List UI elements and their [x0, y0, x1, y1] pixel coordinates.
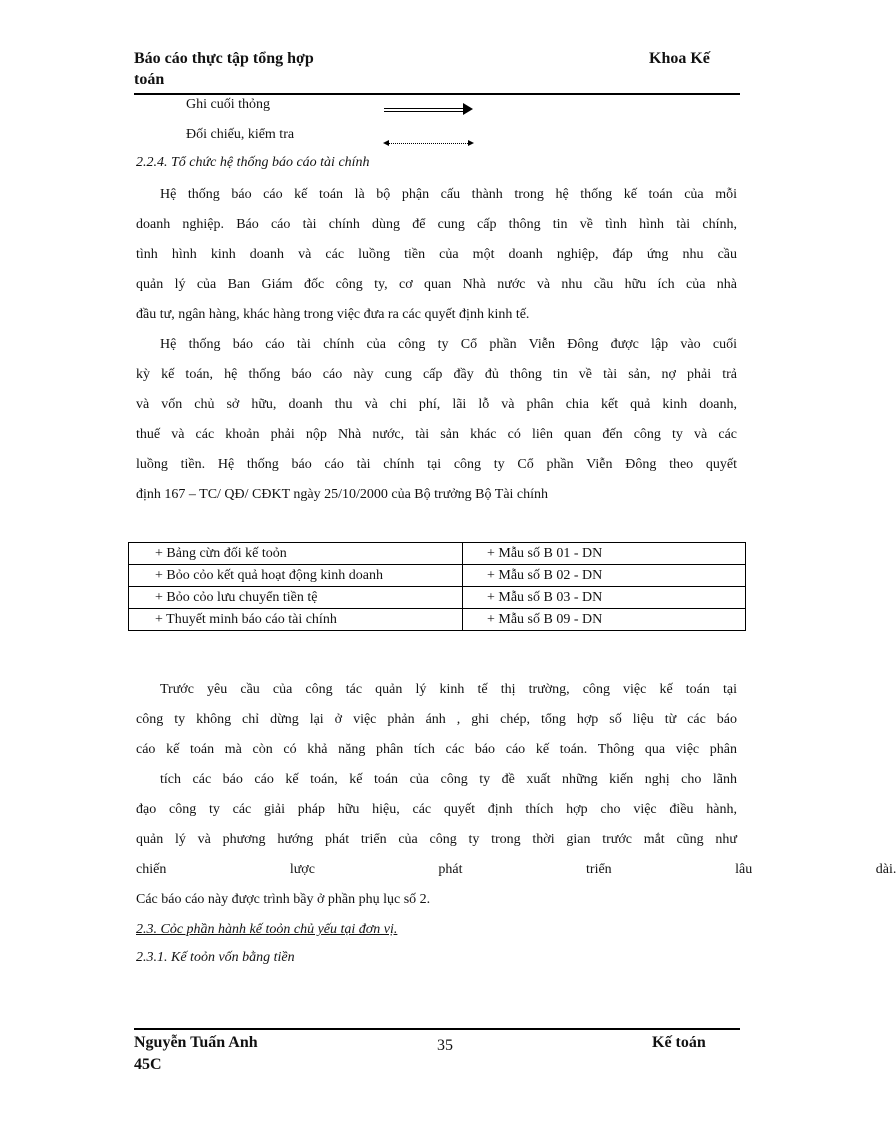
section-heading-2-3: 2.3. Cỏc phần hành kế toỏn chủ yếu tại đơn vị. [136, 922, 398, 937]
table-cell-report-name: + Bỏo cỏo kết quả hoạt động kinh doanh [129, 565, 463, 587]
footer-major: Kế toán [652, 1034, 706, 1051]
paragraph-line: doanh nghiệp. Báo cáo tài chính dùng để cung cấp thông tin về tình hình tài chính, [136, 217, 737, 232]
section-heading-2-2-4: 2.2.4. Tổ chức hệ thống báo cáo tài chính [136, 155, 370, 170]
table-row [129, 609, 746, 631]
table-row [129, 565, 746, 587]
table-cell-form-code: + Mẫu số B 03 - DN [463, 587, 746, 609]
table-row [129, 587, 746, 609]
legend-label-monthly: Ghi cuối thỏng [186, 97, 270, 112]
solid-arrowhead-icon [463, 103, 473, 115]
paragraph-line: quản lý của Ban Giám đốc công ty, cơ quan Nhà nước và nhu cầu hữu ích của nhà [136, 277, 737, 292]
paragraph-line: cáo kế toán mà còn có khả năng phân tích các báo cáo kế toán. Thông qua việc phân [136, 742, 737, 757]
table-cell-report-name: + Bảng cừn đối kế toỏn [129, 543, 463, 565]
paragraph-line: luồng tiền. Hệ thống báo cáo tài chính tại công ty Cổ phần Viễn Đông theo quyết [136, 457, 737, 472]
paragraph-line: kỳ kế toán, hệ thống báo cáo này cung cấp đầy đủ thông tin về tài sản, nợ phải trả [136, 367, 737, 382]
dotted-arrowhead-left-icon [383, 140, 389, 146]
footer-rule [134, 1028, 740, 1030]
table-cell-report-name: + Thuyết minh báo cáo tài chính [129, 609, 463, 631]
paragraph-line: định 167 – TC/ QĐ/ CĐKT ngày 25/10/2000 của Bộ trưởng Bộ Tài chính [136, 487, 549, 502]
paragraph-line: công ty không chỉ dừng lại ở việc phản ánh , ghi chép, tổng hợp số liệu từ các báo [136, 712, 737, 727]
paragraph-line: đầu tư, ngân hàng, khác hàng trong việc đưa ra các quyết định kinh tế. [136, 307, 530, 322]
paragraph-line: chiến lược phát triển lâu dài. [136, 862, 896, 877]
paragraph-financial-reporting-intro [136, 180, 737, 330]
header-title-continued: toán [134, 71, 165, 88]
table-cell-report-name: + Bỏo cỏo lưu chuyển tiền tệ [129, 587, 463, 609]
paragraph-line: Trước yêu cầu của công tác quản lý kinh tế thị trường, công việc kế toán tại [160, 682, 737, 697]
table-cell-form-code: + Mẫu số B 01 - DN [463, 543, 746, 565]
paragraph-analysis [136, 675, 896, 915]
page-number: 35 [437, 1037, 453, 1054]
footer-class-code: 45C [134, 1056, 162, 1073]
paragraph-line: tình hình kinh doanh và các luồng tiền của một doanh nghiệp, đáp ứng nhu cầu [136, 247, 737, 262]
financial-reports-table [128, 542, 746, 631]
paragraph-line: tích các báo cáo kế toán, kế toán của công ty đề xuất những kiến nghị cho lãnh [160, 772, 737, 787]
paragraph-line: Hệ thống báo cáo kế toán là bộ phận cấu thành trong hệ thống kế toán của mỗi [160, 187, 737, 202]
header-title: Báo cáo thực tập tổng hợp [134, 50, 314, 67]
paragraph-company-reporting [136, 330, 737, 510]
section-heading-2-3-1: 2.3.1. Kế toỏn vốn bằng tiền [136, 950, 295, 965]
solid-arrow-icon [384, 108, 466, 112]
paragraph-line: Hệ thống báo cáo tài chính của công ty Cổ phần Viễn Đông được lập vào cuối [160, 337, 737, 352]
paragraph-line: và vốn chủ sở hữu, doanh thu và chi phí, lãi lỗ và phân chia kết quả kinh doanh, [136, 397, 737, 412]
table-row [129, 543, 746, 565]
paragraph-line: Các báo cáo này được trình bầy ở phần phụ lục số 2. [136, 892, 431, 907]
table-cell-form-code: + Mẫu số B 02 - DN [463, 565, 746, 587]
legend-label-reconcile: Đối chiếu, kiểm tra [186, 127, 295, 142]
table-cell-form-code: + Mẫu số B 09 - DN [463, 609, 746, 631]
paragraph-line: quản lý và phương hướng phát triển của công ty trong thời gian trước mắt cũng như [136, 832, 737, 847]
dotted-arrowhead-right-icon [468, 140, 474, 146]
dotted-double-arrow-icon [388, 143, 468, 144]
footer-author: Nguyễn Tuấn Anh [134, 1034, 258, 1051]
header-department: Khoa Kế [649, 50, 710, 67]
paragraph-line: đạo công ty các giải pháp hữu hiệu, các quyết định thích hợp cho việc điều hành, [136, 802, 737, 817]
paragraph-line: thuế và các khoản phải nộp Nhà nước, tài sản khác có liên quan đến công ty và các [136, 427, 737, 442]
